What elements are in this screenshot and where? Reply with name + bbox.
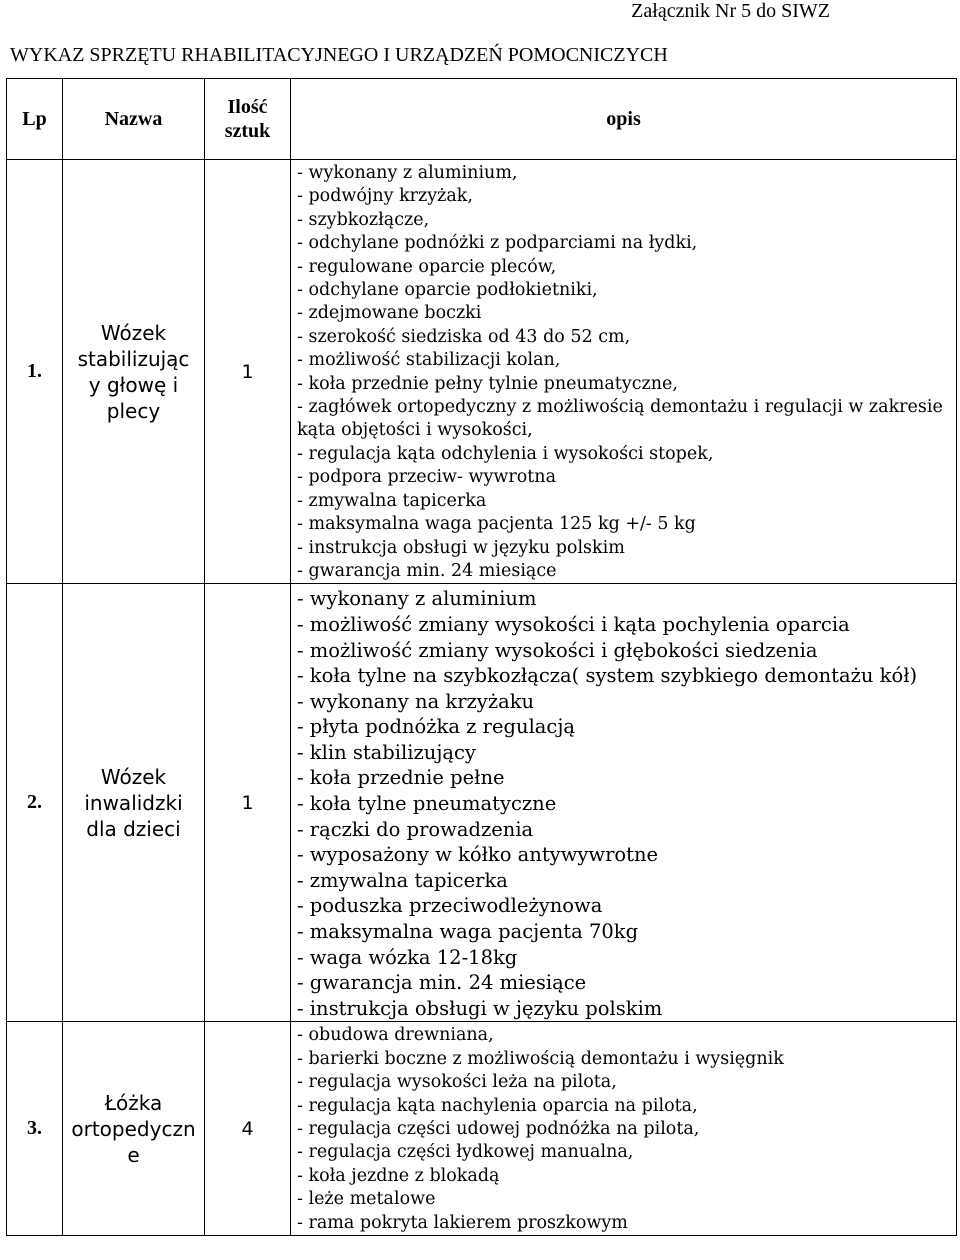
table-row xyxy=(7,584,957,1022)
column-header-lp: Lp xyxy=(7,79,63,160)
description-line: - rączki do prowadzenia xyxy=(297,817,534,841)
description-line: - koła jezdne z blokadą xyxy=(297,1165,500,1186)
description-line: - regulacja kąta odchylenia i wysokości stopek, xyxy=(297,443,714,464)
description-line: - zmywalna tapicerka xyxy=(297,868,508,892)
description-line: - koła przednie pełny tylnie pneumatyczne, xyxy=(297,373,678,394)
description-line: - regulowane oparcie pleców, xyxy=(297,256,557,277)
description-line: - instrukcja obsługi w języku polskim xyxy=(297,996,663,1020)
description-line: - zagłówek ortopedyczny z możliwością demontażu i regulacji w zakresie kąta objętości i wysokości, xyxy=(297,397,943,441)
item-name-line: Wózek xyxy=(100,764,167,789)
item-description xyxy=(291,584,957,1022)
description-line: - gwarancja min. 24 miesiące xyxy=(297,560,557,581)
item-name xyxy=(63,1022,205,1236)
description-line: - koła przednie pełne xyxy=(297,766,505,790)
description-line: - poduszka przeciwodleżynowa xyxy=(297,894,603,918)
description-line: - szybkozłącze, xyxy=(297,209,430,230)
description-line: - wykonany z aluminium xyxy=(297,587,537,611)
description-line: - zdejmowane boczki xyxy=(297,303,482,324)
description-line: - klin stabilizujący xyxy=(297,740,476,764)
column-header-quantity xyxy=(205,79,291,160)
item-name-line: plecy xyxy=(106,398,161,423)
description-line: - rama pokryta lakierem proszkowym xyxy=(297,1212,628,1233)
table-row xyxy=(7,1022,957,1236)
item-name xyxy=(63,584,205,1022)
item-name-line: ortopedyczn xyxy=(71,1116,196,1141)
item-quantity: 1 xyxy=(205,160,291,584)
description-line: - wyposażony w kółko antywywrotne xyxy=(297,843,659,867)
description-line: - regulacja wysokości leża na pilota, xyxy=(297,1072,617,1093)
document-title: WYKAZ SPRZĘTU RHABILITACYJNEGO I URZĄDZEŃ POMOCNICZYCH xyxy=(10,44,668,66)
description-line: - instrukcja obsługi w języku polskim xyxy=(297,537,625,558)
description-line: - odchylane oparcie podłokietniki, xyxy=(297,280,598,301)
description-line: - szerokość siedziska od 43 do 52 cm, xyxy=(297,326,631,347)
row-number: 1. xyxy=(7,160,63,584)
description-line: - leże metalowe xyxy=(297,1189,436,1210)
description-line: - zmywalna tapicerka xyxy=(297,490,487,511)
description-line: - maksymalna waga pacjenta 70kg xyxy=(297,920,639,944)
item-quantity: 1 xyxy=(205,584,291,1022)
equipment-table xyxy=(6,78,957,1236)
description-line: - regulacja części łydkowej manualna, xyxy=(297,1142,634,1163)
row-number: 3. xyxy=(7,1022,63,1236)
item-name-line: inwalidzki xyxy=(84,790,183,815)
item-name xyxy=(63,160,205,584)
description-line: - regulacja kąta nachylenia oparcia na pilota, xyxy=(297,1095,698,1116)
column-header-name: Nazwa xyxy=(63,79,205,160)
column-header-quantity-line2: sztuk xyxy=(224,120,271,142)
description-line: - barierki boczne z możliwością demontażu i wysięgnik xyxy=(297,1048,784,1069)
item-quantity: 4 xyxy=(205,1022,291,1236)
item-name-line: e xyxy=(127,1142,140,1167)
description-line: - wykonany na krzyżaku xyxy=(297,689,535,713)
description-line: - obudowa drewniana, xyxy=(297,1025,494,1046)
item-description xyxy=(291,1022,957,1236)
description-line: - możliwość zmiany wysokości i kąta pochylenia oparcia xyxy=(297,612,850,636)
item-name-line: Wózek xyxy=(100,320,167,345)
column-header-description: opis xyxy=(291,79,957,160)
description-line: - podwójny krzyżak, xyxy=(297,186,473,207)
description-line: - maksymalna waga pacjenta 125 kg +/- 5 kg xyxy=(297,514,696,535)
item-name-line: y głowę i xyxy=(88,372,179,397)
description-line: - regulacja części udowej podnóżka na pilota, xyxy=(297,1119,700,1140)
description-line: - możliwość zmiany wysokości i głębokości siedzenia xyxy=(297,638,818,662)
item-name-line: dla dzieci xyxy=(86,816,181,841)
table-header-row xyxy=(7,79,957,160)
item-name-line: Łóżka xyxy=(104,1090,163,1115)
description-line: - płyta podnóżka z regulacją xyxy=(297,715,576,739)
description-line: - możliwość stabilizacji kolan, xyxy=(297,350,561,371)
description-line: - waga wózka 12-18kg xyxy=(297,945,518,969)
item-name-line: stabilizując xyxy=(77,346,190,371)
item-description xyxy=(291,160,957,584)
row-number: 2. xyxy=(7,584,63,1022)
description-line: - koła tylne na szybkozłącza( system szybkiego demontażu kół) xyxy=(297,664,918,688)
description-line: - gwarancja min. 24 miesiące xyxy=(297,971,587,995)
annex-label: Załącznik Nr 5 do SIWZ xyxy=(631,0,830,22)
column-header-quantity-line1: Ilość xyxy=(227,96,268,118)
description-line: - odchylane podnóżki z podparciami na łydki, xyxy=(297,233,698,254)
description-line: - koła tylne pneumatyczne xyxy=(297,792,557,816)
description-line: - podpora przeciw- wywrotna xyxy=(297,467,556,488)
table-row xyxy=(7,160,957,584)
description-line: - wykonany z aluminium, xyxy=(297,163,518,183)
